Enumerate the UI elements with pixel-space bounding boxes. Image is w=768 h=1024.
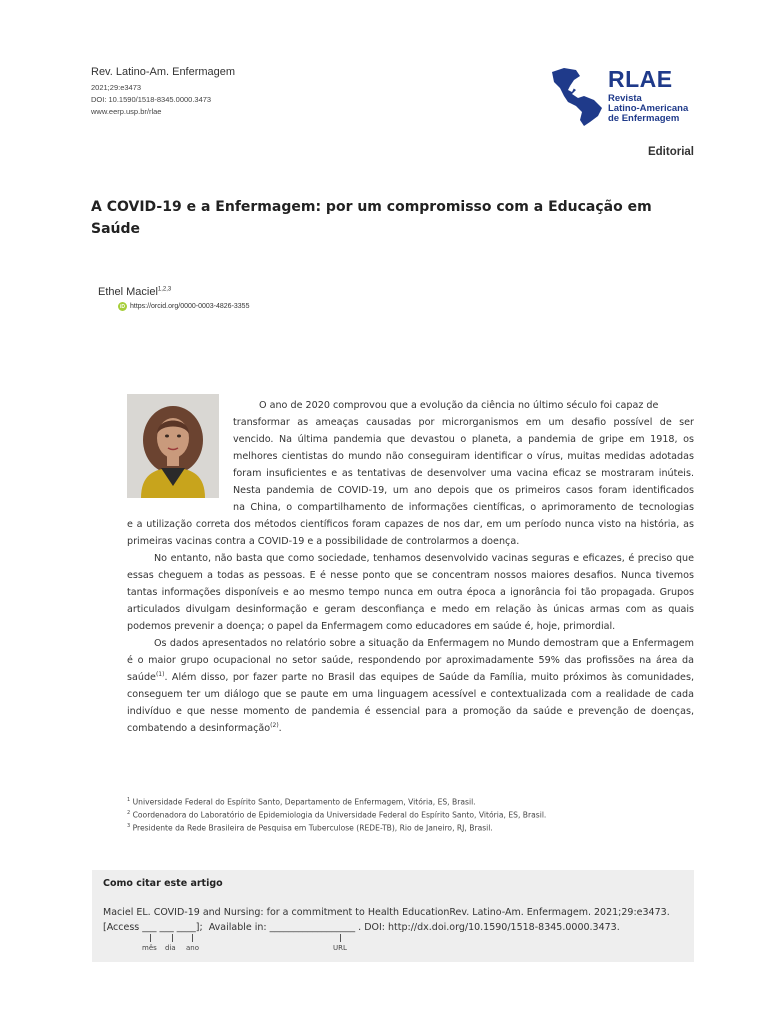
americas-map-icon <box>550 66 606 128</box>
paragraph-3-part-b: . Além disso, por fazer parte no Brasil das equipes de Saúde da Família, muito próximos às comunidades, conseguem ter um diálogo que se paute em uma linguagem acessível e contextualizada com a realidade de cada indivíduo e que nesse momento de pandemia é essencial para a promoção da saúde e prevenção de doenças, combatendo a desinformação <box>127 672 694 734</box>
reference-1[interactable]: (1) <box>155 670 165 678</box>
citation-sub-year: ano <box>186 944 200 952</box>
logo-line-1: Revista <box>608 93 642 104</box>
citation-access-line: [Access ___ ___ ____]; Available in: __________________ . DOI: http://dx.doi.org/10.1590/1518-8345.0000.3473. <box>103 922 620 933</box>
journal-url[interactable]: www.eerp.usp.br/rlae <box>91 107 162 116</box>
paragraph-3 <box>127 635 694 737</box>
footnote-2-text: Coordenadora do Laboratório de Epidemiologia da Universidade Federal do Espírito Santo, Vitória, ES, Brasil. <box>132 810 547 820</box>
rlae-logo <box>550 66 700 128</box>
orcid-icon: iD <box>120 303 125 310</box>
paragraph-1-continuation: e a utilização correta dos métodos científicos foram capazes de nos dar, em um período nunca visto na história, as primeiras vacinas contra a COVID-19 e a possibilidade de controlarmos a doença. <box>127 519 694 547</box>
author-name-text: Ethel Maciel <box>98 286 158 298</box>
author-photo <box>127 394 219 498</box>
journal-name: Rev. Latino-Am. Enfermagem <box>91 66 236 78</box>
footnote-3-text: Presidente da Rede Brasileira de Pesquisa em Tuberculose (REDE-TB), Rio de Janeiro, RJ, Brasil. <box>132 823 493 833</box>
month-tick <box>150 934 151 942</box>
footnote-1-number: 1 <box>127 797 131 803</box>
citation-heading: Como citar este artigo <box>103 878 223 889</box>
paragraph-1-line-1: O ano de 2020 comprovou que a evolução da ciência no último século foi capaz de <box>259 400 659 411</box>
paragraph-1-line-4: melhores cientistas do mundo não conseguiram identificar o vírus, muitas medidas adotadas <box>233 451 694 462</box>
citation-sub-url: URL <box>333 944 347 952</box>
logo-acronym: RLAE <box>608 66 673 92</box>
section-label: Editorial <box>647 146 694 158</box>
orcid-link[interactable] <box>118 302 249 311</box>
author-affiliations: 1,2,3 <box>157 286 172 293</box>
article-title: A COVID-19 e a Enfermagem: por um compromisso com a Educação em Saúde <box>91 199 652 237</box>
journal-volume: 2021;29:e3473 <box>91 83 142 92</box>
footnote-1 <box>127 797 476 807</box>
paragraph-1-line-5: foram insuficientes e as tentativas de desenvolver uma vacina eficaz se mostraram inúteis. <box>233 468 694 479</box>
author-name <box>98 286 171 298</box>
footnote-2-number: 2 <box>127 810 131 816</box>
footnote-3 <box>127 823 493 833</box>
day-tick <box>172 934 173 942</box>
paragraph-2: No entanto, não basta que como sociedade, tenhamos desenvolvido vacinas seguras e eficazes, é preciso que essas cheguem a todas as pessoas. E é nesse ponto que se concentram nossos maiores desafios. Nunca tivemos tantas informações disponíveis e ao mesmo tempo nunca em outra época a ignorância foi tão propagada. Grupos articulados divulgam desinformação e geram desconfiança e medo em relação às únicas armas com as quais podemos prevenir a doença; o papel da Enfermagem como educadores em saúde é, hoje, primordial. <box>127 553 694 632</box>
orcid-url[interactable]: https://orcid.org/0000-0003-4826-3355 <box>130 303 250 310</box>
reference-2[interactable]: (2) <box>270 721 279 729</box>
citation-text: Maciel EL. COVID-19 and Nursing: for a commitment to Health EducationRev. Latino-Am. Enfermagem. 2021;29:e3473. <box>103 907 670 918</box>
logo-line-3: de Enfermagem <box>608 113 680 124</box>
paragraph-3-end: . <box>278 723 282 734</box>
footnote-3-number: 3 <box>127 823 131 829</box>
paragraph-1-line-6: Nesta pandemia de COVID-19, um ano depois que os primeiros casos foram identificados <box>233 485 694 496</box>
year-tick <box>192 934 193 942</box>
footnote-2 <box>127 810 546 820</box>
paragraph-1-line-2: transformar as ameaças causadas por microrganismos em um desafio possível de ser <box>233 417 694 428</box>
citation-sub-month: mês <box>142 944 157 952</box>
logo-line-2: Latino-Americana <box>608 103 689 114</box>
footnote-1-text: Universidade Federal do Espírito Santo, Departamento de Enfermagem, Vitória, ES, Brasil. <box>132 797 476 807</box>
paragraph-1-line-3: vencido. Na última pandemia que devastou o planeta, a pandemia de gripe em 1918, os <box>233 434 694 445</box>
url-tick <box>340 934 341 942</box>
citation-sub-day: dia <box>165 944 176 952</box>
header-doi: DOI: 10.1590/1518-8345.0000.3473 <box>91 95 212 104</box>
paragraph-1-line-7: na China, o compartilhamento de informações científicas, o aprimoramento de tecnologias <box>233 502 694 513</box>
paragraph-3-part-a: Os dados apresentados no relatório sobre a situação da Enfermagem no Mundo demostram que a Enfermagem é o maior grupo ocupacional no setor saúde, respondendo por aproximadamente 59% das profissões na área da saúde <box>127 638 694 683</box>
